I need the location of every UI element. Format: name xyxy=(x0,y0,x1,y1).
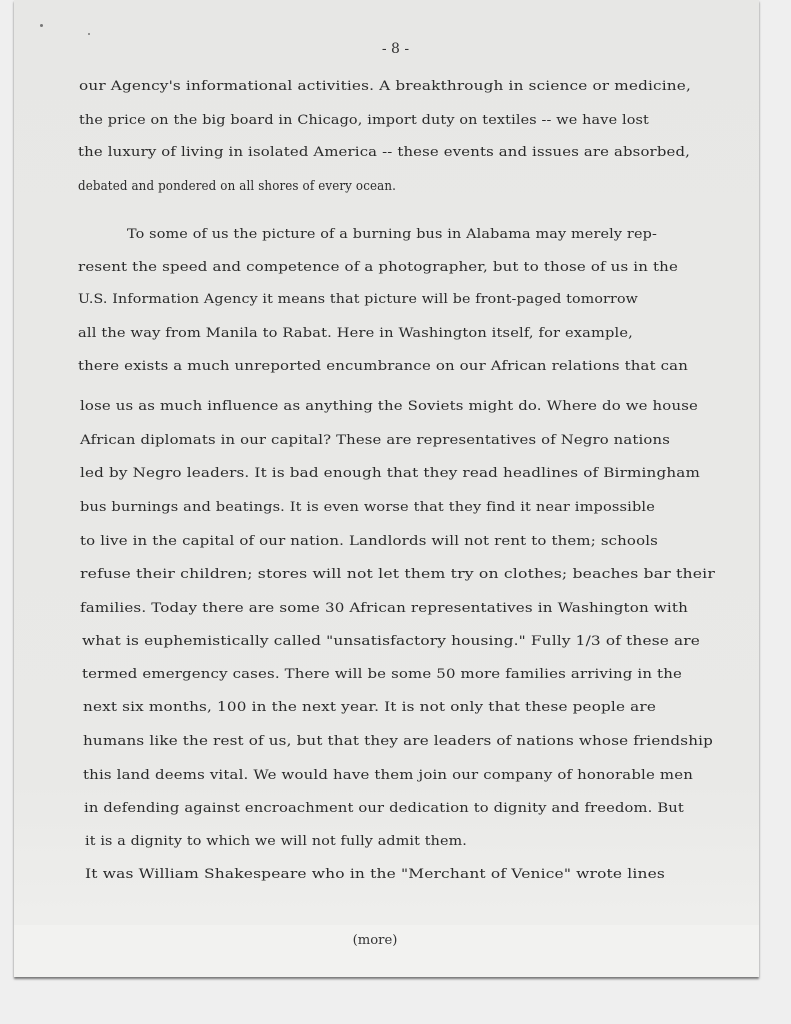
text-line: African diplomats in our capital? These are representatives of Negro nations xyxy=(80,433,670,448)
text-line: It was William Shakespeare who in the "Merchant of Venice" wrote lines xyxy=(85,867,665,882)
text-line: lose us as much influence as anything the Soviets might do. Where do we house xyxy=(80,399,698,414)
text-line: our Agency's informational activities. A breakthrough in science or medicine, xyxy=(79,79,691,94)
text-line: it is a dignity to which we will not fully admit them. xyxy=(85,834,468,849)
text-line: this land deems vital. We would have them join our company of honorable men xyxy=(83,768,693,783)
text-line: what is euphemistically called "unsatisfactory housing." Fully 1/3 of these are xyxy=(82,634,700,649)
text-line: led by Negro leaders. It is bad enough that they read headlines of Birmingham xyxy=(80,466,700,481)
text-line: debated and pondered on all shores of every ocean. xyxy=(78,179,396,194)
text-line: to live in the capital of our nation. Landlords will not rent to them; schools xyxy=(80,534,658,549)
text-line: refuse their children; stores will not let them try on clothes; beaches bar their xyxy=(80,567,715,582)
text-line: in defending against encroachment our dedication to dignity and freedom. But xyxy=(84,801,684,816)
text-line: bus burnings and beatings. It is even worse that they find it near impossible xyxy=(80,500,655,515)
text-line: the price on the big board in Chicago, import duty on textiles -- we have lost xyxy=(79,113,649,128)
text-line: resent the speed and competence of a photographer, but to those of us in the xyxy=(78,260,678,275)
speck xyxy=(88,33,90,35)
text-line: next six months, 100 in the next year. It is not only that these people are xyxy=(83,700,656,715)
text-line: To some of us the picture of a burning bus in Alabama may merely rep- xyxy=(127,227,657,242)
text-line: all the way from Manila to Rabat. Here in Washington itself, for example, xyxy=(78,326,633,341)
text-line: termed emergency cases. There will be some 50 more families arriving in the xyxy=(82,667,682,682)
continued-marker: (more) xyxy=(352,933,398,948)
text-line: humans like the rest of us, but that they are leaders of nations whose friendship xyxy=(83,734,713,749)
text-line: U.S. Information Agency it means that picture will be front-paged tomorrow xyxy=(78,292,638,307)
page-number: - 8 - xyxy=(381,41,410,57)
speck xyxy=(40,24,43,27)
text-line: families. Today there are some 30 African representatives in Washington with xyxy=(80,601,688,616)
text-line: the luxury of living in isolated America -- these events and issues are absorbed, xyxy=(78,145,690,160)
text-line: there exists a much unreported encumbrance on our African relations that can xyxy=(78,359,688,374)
